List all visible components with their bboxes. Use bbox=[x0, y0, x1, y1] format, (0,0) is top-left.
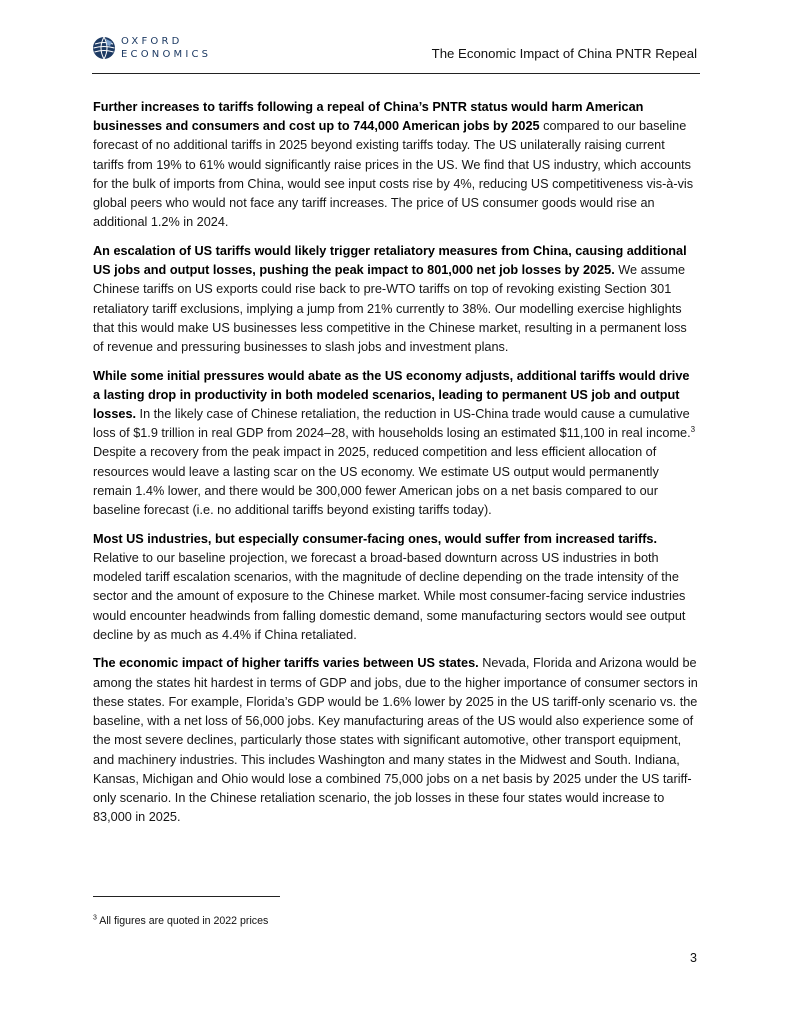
paragraph-body: In the likely case of Chinese retaliation, the reduction in US-China trade would cause a cumulative loss of $1.9 trillion in real GDP from 2024–28, with households losing an estimated $11,100 in real income. bbox=[93, 407, 691, 441]
paragraph-lead: Further increases to tariffs following a repeal of China’s PNTR status would harm American businesses and consumers and cost up to 744,000 American jobs by 2025 bbox=[93, 100, 644, 134]
footnote-number: 3 bbox=[93, 914, 97, 922]
page-number: 3 bbox=[690, 951, 697, 965]
paragraph-lead: Most US industries, but especially consumer-facing ones, would suffer from increased tariffs. bbox=[93, 531, 658, 546]
paragraph-body: compared to our baseline forecast of no additional tariffs in 2025 beyond existing tariffs today. The US unilaterally raising current tariffs from 19% to 61% would significantly raise prices in the US. We find that US industry, which accounts for the bulk of imports from China, would see input costs rise by 4%, reducing US competitiveness vis-à-vis global peers who would not face any tariff increases. The price of US consumer goods would rise an additional 1.2% in 2024. bbox=[93, 119, 694, 230]
body-content bbox=[93, 98, 699, 837]
oxford-economics-logo bbox=[92, 34, 212, 64]
paragraph-body-continued: Despite a recovery from the peak impact in 2025, reduced competition and less efficient allocation of resources would leave a lasting scar on the US economy. We estimate US output would permanently remain 1.4% lower, and there would be 300,000 fewer American jobs on a net basis compared to our baseline forecast (i.e. no additional tariffs beyond existing tariffs today). bbox=[93, 445, 659, 518]
paragraph-body: Nevada, Florida and Arizona would be among the states hit hardest in terms of GDP and jobs, due to the higher importance of consumer sectors in these states. For example, Florida’s GDP would be 1.6% lower by 2025 in the US tariff-only scenario vs. the baseline, with a net loss of 56,000 jobs. Key manufacturing areas of the US would also experience some of the most severe declines, particularly those states with significant automotive, other transport equipment, and machinery industries. This includes Washington and many states in the Midwest and South. Indiana, Kansas, Michigan and Ohio would lose a combined 75,000 jobs on a net basis by 2025 under the US tariff-only scenario. In the Chinese retaliation scenario, the job losses in these four states would increase to 83,000 in 2025. bbox=[93, 656, 698, 825]
paragraph-productivity bbox=[93, 367, 699, 521]
globe-icon bbox=[92, 36, 116, 60]
footnote bbox=[93, 915, 268, 927]
paragraph-lead: The economic impact of higher tariffs varies between US states. bbox=[93, 656, 479, 671]
footnote-divider bbox=[93, 896, 280, 897]
logo-text-oxford: OXFORD bbox=[121, 36, 183, 47]
page-header bbox=[92, 28, 700, 74]
logo-text-economics: ECONOMICS bbox=[121, 49, 212, 60]
paragraph-lead: An escalation of US tariffs would likely trigger retaliatory measures from China, causing additional US jobs and output losses, pushing the peak impact to 801,000 net job losses by 2025. bbox=[93, 243, 687, 278]
document-title: The Economic Impact of China PNTR Repeal bbox=[431, 46, 697, 61]
paragraph-body: Relative to our baseline projection, we forecast a broad-based downturn across US industries in both modeled tariff escalation scenarios, with the magnitude of decline depending on the trade intensity of the sector and the amount of exposure to the Chinese market. While most consumer-facing service industries would encounter headwinds from falling domestic demand, some manufacturing sectors would see output decline by as much as 4.4% if China retaliated. bbox=[93, 550, 686, 642]
paragraph-tariff-jobs bbox=[93, 98, 699, 232]
header-divider bbox=[92, 73, 700, 74]
footnote-text: All figures are quoted in 2022 prices bbox=[96, 915, 269, 927]
paragraph-states bbox=[93, 654, 699, 827]
paragraph-lead: While some initial pressures would abate as the US economy adjusts, additional tariffs would drive a lasting drop in productivity in both modeled scenarios, leading to permanent US job and output losses. bbox=[93, 368, 690, 422]
paragraph-retaliation bbox=[93, 242, 699, 357]
paragraph-body: We assume Chinese tariffs on US exports could rise back to pre-WTO tariffs on top of revoking existing Section 301 retaliatory tariff exclusions, implying a jump from 21% currently to 38%. Our modelling exercise highlights that this would make US businesses less competitive in the Chinese market, resulting in a permanent loss of revenue and pressuring businesses to slash jobs and investment plans. bbox=[93, 263, 687, 354]
footnote-reference[interactable]: 3 bbox=[690, 425, 696, 435]
paragraph-industries bbox=[93, 530, 699, 645]
